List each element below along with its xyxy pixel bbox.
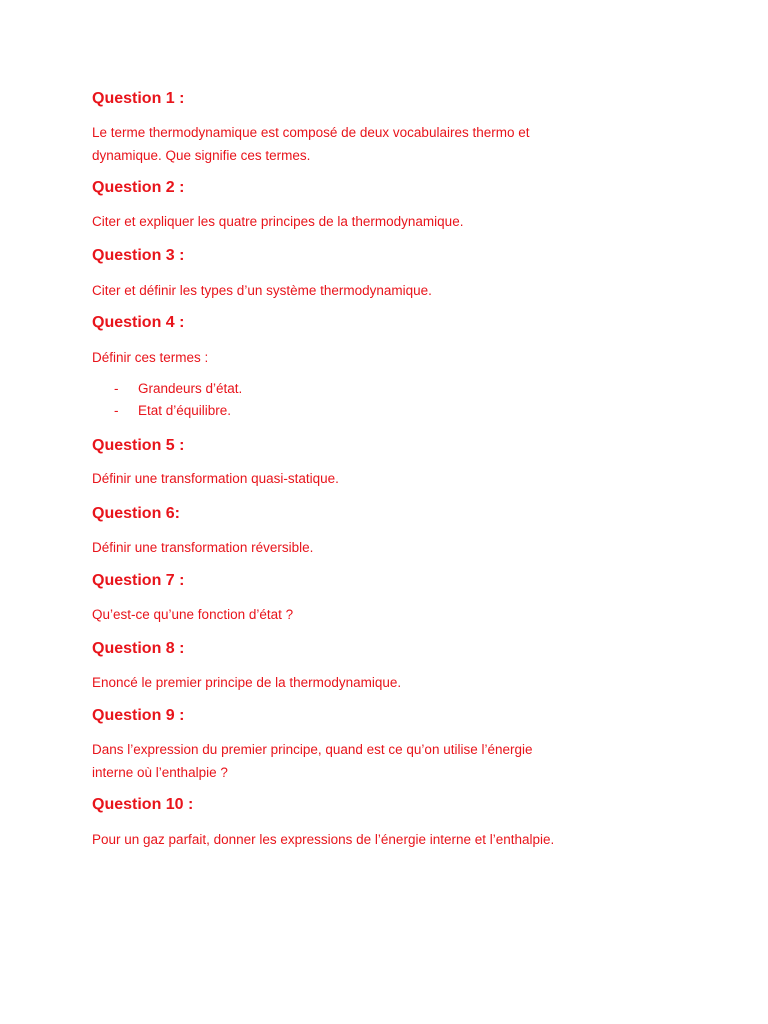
question-8-title: Question 8 :	[92, 640, 185, 657]
question-1-title: Question 1 :	[92, 90, 185, 107]
bullet-item	[114, 379, 243, 399]
question-10-title: Question 10 :	[92, 796, 194, 813]
question-9-line-1: Dans l’expression du premier principe, quand est ce qu’on utilise l’énergie	[92, 742, 533, 757]
question-7-line-1: Qu’est-ce qu’une fonction d’état ?	[92, 607, 294, 622]
question-1-text	[92, 121, 692, 167]
question-5-title: Question 5 :	[92, 437, 185, 454]
question-4-line-1: Définir ces termes :	[92, 350, 209, 365]
question-2-title: Question 2 :	[92, 179, 185, 196]
question-10-line-1: Pour un gaz parfait, donner les expressions de l’énergie interne et l’enthalpie.	[92, 832, 555, 847]
question-8-text	[92, 671, 692, 694]
bullet-marker: -	[114, 381, 119, 396]
question-6-title: Question 6:	[92, 505, 181, 522]
question-7-title: Question 7 :	[92, 572, 185, 589]
question-8-line-1: Enoncé le premier principe de la thermodynamique.	[92, 675, 402, 690]
question-9-text	[92, 738, 692, 784]
question-9-title: Question 9 :	[92, 707, 185, 724]
question-3-text	[92, 279, 692, 302]
question-5-text	[92, 467, 692, 490]
bullet-text: Grandeurs d’état.	[138, 381, 243, 396]
question-6-text	[92, 536, 692, 559]
question-7-text	[92, 603, 692, 626]
question-3-line-1: Citer et définir les types d’un système thermodynamique.	[92, 283, 432, 298]
question-6-line-1: Définir une transformation réversible.	[92, 540, 314, 555]
question-4-title: Question 4 :	[92, 314, 185, 331]
question-4-text	[92, 346, 692, 369]
bullet-text: Etat d’équilibre.	[138, 403, 232, 418]
question-2-text	[92, 210, 692, 233]
question-5-line-1: Définir une transformation quasi-statique.	[92, 471, 339, 486]
bullet-item	[114, 401, 232, 421]
question-10-text	[92, 828, 692, 851]
question-9-line-2: interne où l’enthalpie ?	[92, 765, 228, 780]
question-1-line-2: dynamique. Que signifie ces termes.	[92, 148, 311, 163]
question-3-title: Question 3 :	[92, 247, 185, 264]
bullet-marker: -	[114, 403, 119, 418]
question-2-line-1: Citer et expliquer les quatre principes de la thermodynamique.	[92, 214, 464, 229]
question-1-line-1: Le terme thermodynamique est composé de deux vocabulaires thermo et	[92, 125, 530, 140]
